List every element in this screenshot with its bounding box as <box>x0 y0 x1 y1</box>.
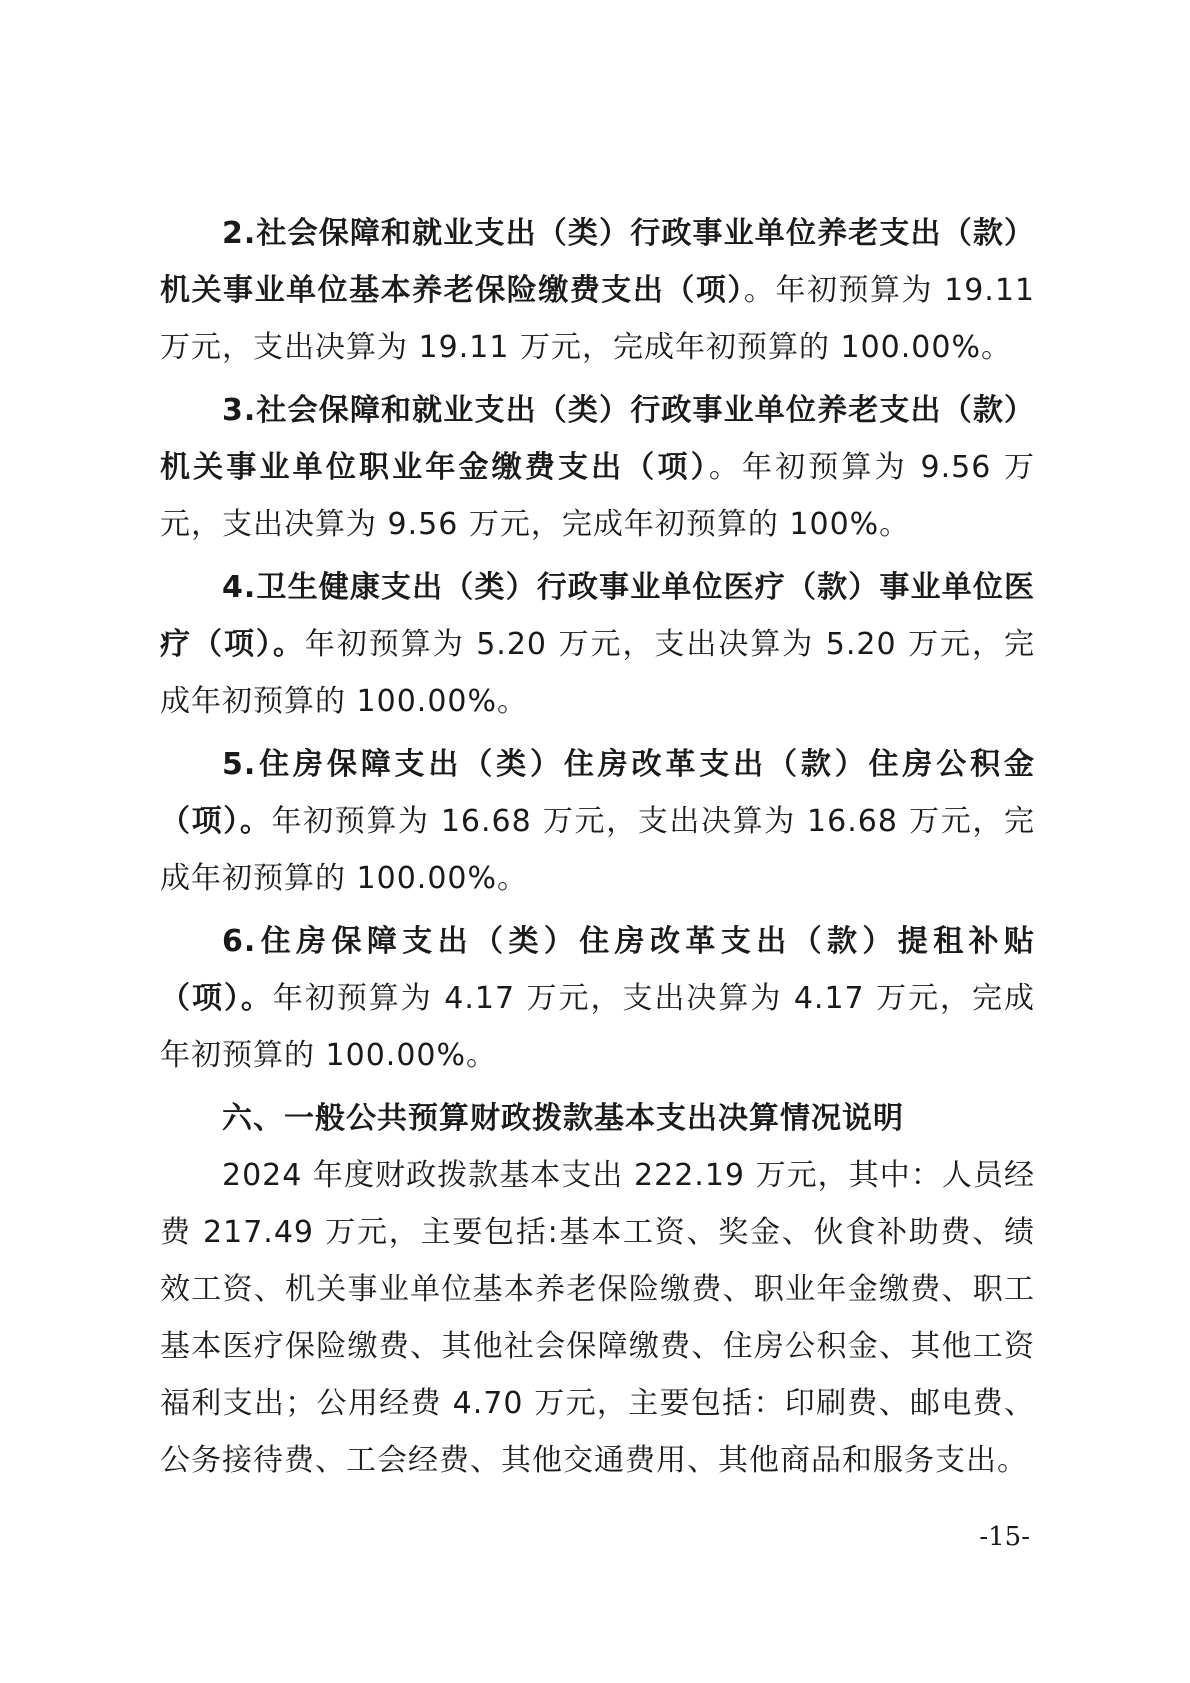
paragraph-item-2 <box>160 205 1035 376</box>
paragraph-lead: 4.卫生健康支出（类）行政事业单位医疗（款）事业单位医疗（项）。 <box>160 570 1035 662</box>
paragraph-lead: 5.住房保障支出（类）住房改革支出（款）住房公积金（项）。 <box>160 747 1035 839</box>
paragraph-body: 年初预算为 16.68 万元，支出决算为 16.68 万元，完成年初预算的 100.00%。 <box>160 804 1035 896</box>
page-number: -15- <box>979 1522 1030 1552</box>
basic-expenditure-paragraph: 2024 年度财政拨款基本支出 222.19 万元，其中：人员经费 217.49 万元，主要包括:基本工资、奖金、伙食补助费、绩效工资、机关事业单位基本养老保险缴费、职业年金缴费、职工基本医疗保险缴费、其他社会保障缴费、住房公积金、其他工资福利支出；公用经费 4.70 万元，主要包括：印刷费、邮电费、公务接待费、工会经费、其他交通费用、其他商品和服务支出。 <box>160 1158 1035 1478</box>
paragraph-item-4 <box>160 559 1035 730</box>
paragraph-lead: 2.社会保障和就业支出（类）行政事业单位养老支出（款）机关事业单位基本养老保险缴费支出（项） <box>160 216 1035 308</box>
paragraph-item-5 <box>160 736 1035 907</box>
paragraph-item-6 <box>160 913 1035 1084</box>
paragraph-body: 年初预算为 4.17 万元，支出决算为 4.17 万元，完成年初预算的 100.00%。 <box>160 981 1035 1073</box>
paragraph-body: 。年初预算为 19.11 万元，支出决算为 19.11 万元，完成年初预算的 100.00%。 <box>160 273 1035 365</box>
page-content <box>160 205 1035 1489</box>
section-heading: 六、一般公共预算财政拨款基本支出决算情况说明 <box>222 1101 904 1136</box>
paragraph-lead: 6.住房保障支出（类）住房改革支出（款）提租补贴（项）。 <box>160 924 1035 1016</box>
paragraph-lead: 3.社会保障和就业支出（类）行政事业单位养老支出（款）机关事业单位职业年金缴费支出（项） <box>160 393 1035 485</box>
paragraph-body: 年初预算为 5.20 万元，支出决算为 5.20 万元，完成年初预算的 100.00%。 <box>160 627 1035 719</box>
paragraph-item-3 <box>160 382 1035 553</box>
paragraph-body: 。年初预算为 9.56 万元，支出决算为 9.56 万元，完成年初预算的 100%。 <box>160 450 1036 542</box>
